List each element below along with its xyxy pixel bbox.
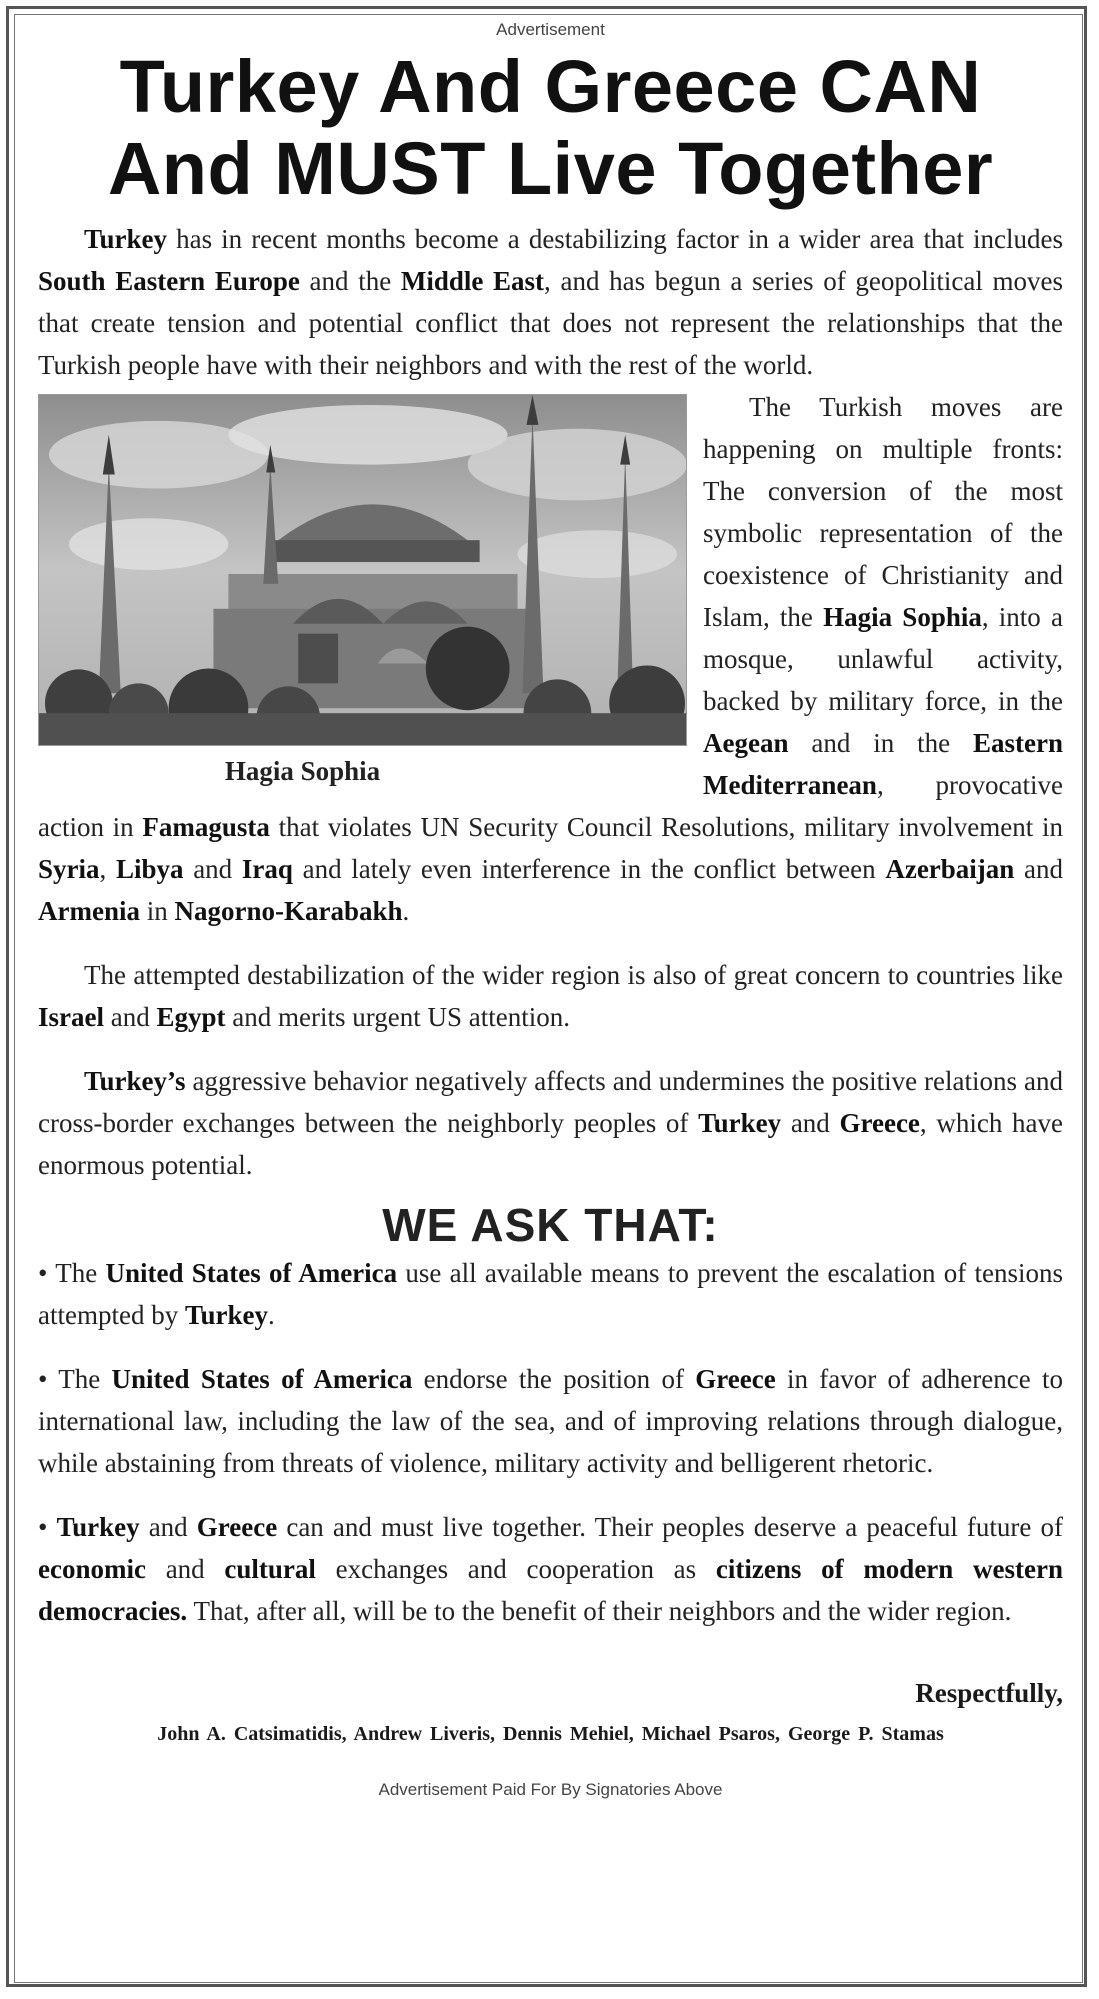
paragraph-1 — [38, 218, 1063, 386]
text: The Turkish moves are happening on multiple fronts: The conversion of the most symbolic representation of the coexistence of Christianity and Islam, the — [703, 392, 1063, 632]
text-bold: Turkey — [84, 224, 168, 254]
text-bold: Greece — [196, 1512, 278, 1542]
text-bold: Egypt — [156, 1002, 226, 1032]
text-bold: South Eastern Europe — [38, 266, 300, 296]
text: and — [183, 854, 242, 884]
text-bold: economic — [38, 1554, 146, 1584]
text: and — [1014, 854, 1064, 884]
text: and in the — [788, 728, 973, 758]
text-bold: Aegean — [703, 728, 789, 758]
hagia-sophia-photo — [38, 394, 687, 746]
text: and — [103, 1002, 157, 1032]
bullet-3 — [38, 1506, 1063, 1632]
text: in — [139, 896, 175, 926]
advertisement-label: Advertisement — [496, 20, 605, 39]
photo-block — [38, 394, 687, 790]
text: use all available means to prevent the escalation of tensions attempted by — [38, 1258, 1063, 1330]
headline — [38, 46, 1063, 210]
headline-line-1: Turkey And Greece CAN — [119, 45, 982, 128]
text: , into a mosque, unlawful activity, backed by military force, in the — [703, 602, 1063, 716]
text: has in recent months become a destabilizing factor in a wider area that includes — [167, 224, 1063, 254]
photo-caption: Hagia Sophia — [224, 756, 381, 786]
text-bold: Eastern Mediterranean — [703, 728, 1063, 800]
paragraph-3 — [38, 954, 1063, 1038]
text-bold: Iraq — [241, 854, 293, 884]
text: and lately even interference in the conflict between — [292, 854, 886, 884]
text-bold: citizens of modern western democracies. — [38, 1554, 1063, 1626]
text: that violates UN Security Council Resolutions, military involvement in — [269, 812, 1063, 842]
article-body — [38, 218, 1063, 1632]
text: exchanges and cooperation as — [315, 1554, 716, 1584]
closing-respectfully: Respectfully, — [915, 1678, 1063, 1708]
text: and — [145, 1554, 225, 1584]
text-bold: United States of America — [105, 1258, 398, 1288]
text-bold: Libya — [115, 854, 184, 884]
text: • The — [38, 1258, 106, 1288]
text: . — [402, 896, 410, 926]
text: and merits urgent US attention. — [225, 1002, 570, 1032]
paragraph-4 — [38, 1060, 1063, 1186]
text: . — [268, 1300, 275, 1330]
text: , which have enormous potential. — [38, 1108, 1063, 1180]
text: , and has begun a series of geopolitical moves that create tension and potential conflict that does not represent the relationships that the Turkish people have with their neighbors and with the rest of the world. — [38, 266, 1063, 380]
text-bold: Nagorno-Karabakh — [174, 896, 403, 926]
text-bold: Middle East — [400, 266, 545, 296]
text-bold: Greece — [695, 1364, 776, 1394]
paid-for-label: Advertisement Paid For By Signatories Above — [378, 1780, 723, 1799]
text: That, after all, will be to the benefit of their neighbors and the wider region. — [187, 1596, 1012, 1626]
ask-heading: WE ASK THAT: — [382, 1199, 719, 1251]
text: endorse the position of — [412, 1364, 696, 1394]
text-bold: Turkey — [184, 1300, 268, 1330]
text-bold: Israel — [38, 1002, 104, 1032]
text: • — [38, 1512, 57, 1542]
text: and — [781, 1108, 840, 1138]
text-bold: Famagusta — [142, 812, 270, 842]
text-bold: United States of America — [111, 1364, 413, 1394]
text-bold: Armenia — [38, 896, 140, 926]
text-bold: Greece — [839, 1108, 920, 1138]
text-bold: Hagia Sophia — [823, 602, 982, 632]
signatories: John A. Catsimatidis, Andrew Liveris, Dennis Mehiel, Michael Psaros, George P. Stamas — [157, 1723, 944, 1745]
text: , provocative action in — [38, 770, 1063, 842]
text: aggressive behavior negatively affects and undermines the positive relations and cross-border exchanges between the neighborly peoples of — [38, 1066, 1063, 1138]
advertisement-page — [38, 18, 1063, 1978]
text: can and must live together. Their peoples deserve a peaceful future of — [277, 1512, 1063, 1542]
text-bold: cultural — [224, 1554, 316, 1584]
text: The attempted destabilization of the wider region is also of great concern to countries like — [84, 960, 1063, 990]
bullet-1 — [38, 1252, 1063, 1336]
headline-line-2: And MUST Live Together — [107, 127, 994, 210]
text-bold: Turkey — [698, 1108, 782, 1138]
text: , — [99, 854, 116, 884]
text-bold: Turkey — [56, 1512, 140, 1542]
bullet-2 — [38, 1358, 1063, 1484]
text: and — [139, 1512, 197, 1542]
text-bold: Turkey’s — [84, 1066, 186, 1096]
text-bold: Syria — [38, 854, 100, 884]
text-bold: Azerbaijan — [885, 854, 1015, 884]
text: in favor of adherence to international law, including the law of the sea, and of improving relations through dialogue, while abstaining from threats of violence, military activity and belligerent rhetoric. — [38, 1364, 1063, 1478]
text: • The — [38, 1364, 112, 1394]
text: and the — [299, 266, 401, 296]
